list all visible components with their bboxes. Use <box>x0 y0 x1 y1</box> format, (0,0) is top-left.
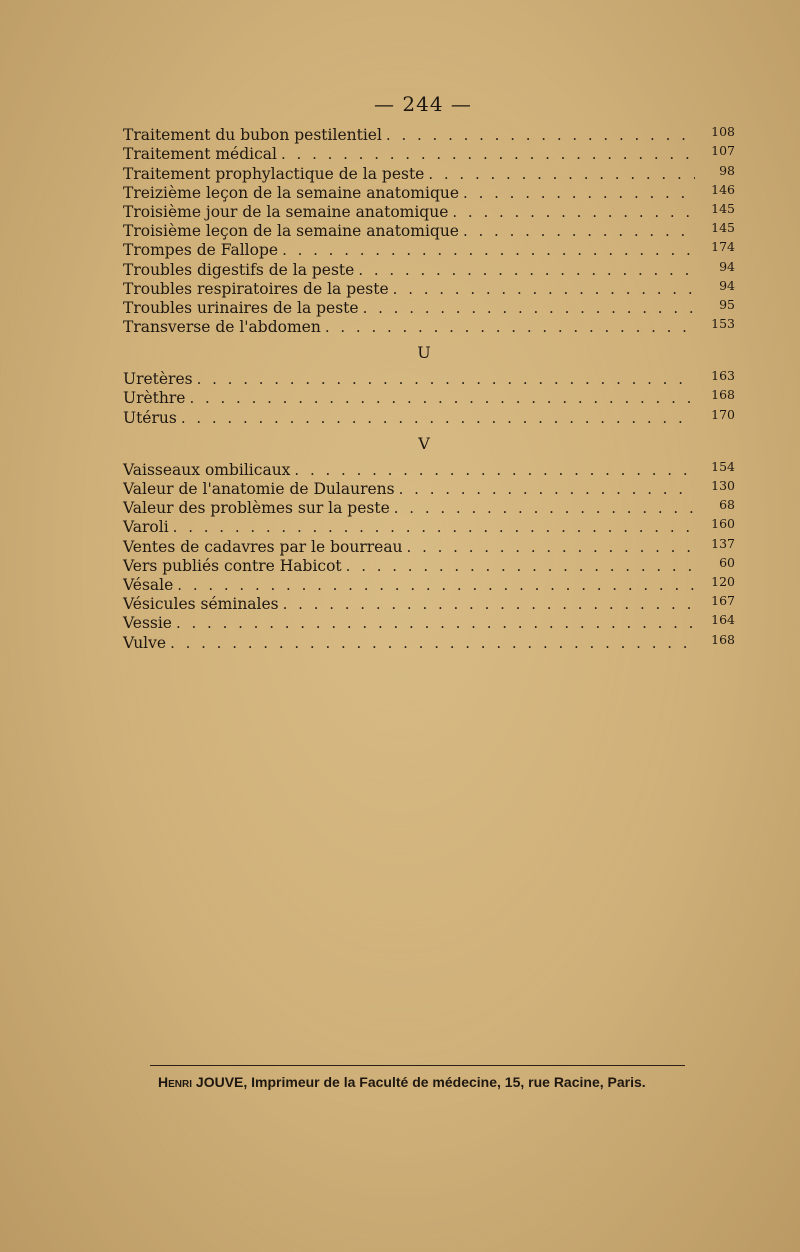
dot-leader <box>393 280 695 299</box>
printer-imprint-text: JOUVE, Imprimeur de la Faculté de médecine, 15, rue Racine, Paris. <box>195 1074 646 1090</box>
page-number: — 244 — <box>374 92 472 116</box>
index-entry <box>123 458 735 480</box>
entry-label: Utérus <box>123 408 177 427</box>
dot-leader <box>358 261 695 280</box>
dot-leader <box>346 557 695 576</box>
entry-label: Ventes de cadavres par le bourreau <box>123 537 403 556</box>
dot-leader <box>394 499 695 518</box>
entry-label: Traitement du bubon pestilentiel <box>123 126 382 145</box>
dot-leader <box>181 409 695 428</box>
index-entry <box>123 480 735 499</box>
index-entry <box>123 595 735 614</box>
entry-page-number: 174 <box>711 239 735 255</box>
entry-page-number: 68 <box>719 497 735 513</box>
dot-leader <box>386 126 695 145</box>
index-entry <box>123 573 735 595</box>
dot-leader <box>197 370 695 389</box>
dot-leader <box>463 222 695 241</box>
entry-page-number: 108 <box>711 124 735 140</box>
entry-page-number: 170 <box>711 406 735 422</box>
dot-leader <box>176 614 695 633</box>
index-entry <box>123 200 735 222</box>
printer-imprint <box>158 1074 698 1090</box>
index-entry <box>123 389 735 408</box>
section-letter: U <box>417 343 431 363</box>
entry-label: Troisième leçon de la semaine anatomique <box>123 222 459 241</box>
entry-page-number: 168 <box>711 387 735 403</box>
dot-leader <box>189 389 695 408</box>
entry-page-number: 145 <box>711 220 735 236</box>
index-entry <box>123 499 735 518</box>
index-entry <box>123 633 735 652</box>
index-entry <box>123 408 735 427</box>
dot-leader <box>428 165 695 184</box>
entry-page-number: 145 <box>711 200 735 216</box>
index-entry <box>123 537 735 556</box>
index-entry <box>123 370 735 389</box>
entry-label: Varoli <box>123 518 169 537</box>
printer-first-name: Henri <box>158 1074 193 1090</box>
entry-page-number: 94 <box>719 258 735 274</box>
entry-label: Traitement médical <box>123 145 277 164</box>
entry-label: Vésale <box>123 575 174 594</box>
entry-label: Treizième leçon de la semaine anatomique <box>123 183 460 202</box>
index-entry <box>123 318 735 337</box>
dot-leader <box>170 634 695 653</box>
entry-page-number: 168 <box>711 631 735 647</box>
entry-page-number: 146 <box>711 181 735 197</box>
dot-leader <box>407 538 695 557</box>
index-entry <box>123 260 735 279</box>
entry-label: Vulve <box>123 633 167 652</box>
dot-leader <box>294 461 695 480</box>
index-entry <box>123 145 735 164</box>
index-list <box>123 126 735 653</box>
entry-page-number: 160 <box>711 516 735 532</box>
entry-page-number: 137 <box>711 535 735 551</box>
dot-leader <box>452 203 695 222</box>
entry-label: Vésicules séminales <box>123 595 279 614</box>
index-entry <box>123 614 735 633</box>
entry-page-number: 120 <box>711 573 735 589</box>
entry-page-number: 107 <box>711 143 735 159</box>
dot-leader <box>177 576 695 595</box>
dot-leader <box>281 145 695 164</box>
entry-label: Uretères <box>123 370 193 389</box>
dot-leader <box>463 184 695 203</box>
index-entry <box>123 222 735 241</box>
entry-page-number: 95 <box>719 296 735 312</box>
dot-leader <box>325 318 695 337</box>
index-entry <box>123 241 735 260</box>
footer-rule <box>150 1065 685 1066</box>
dot-leader <box>173 518 695 537</box>
entry-label: Valeur de l'anatomie de Dulaurens <box>123 480 395 498</box>
entry-page-number: 60 <box>719 554 735 570</box>
entry-page-number: 98 <box>719 162 735 178</box>
index-entry <box>123 164 735 183</box>
entry-page-number: 94 <box>719 277 735 293</box>
entry-page-number: 163 <box>711 368 735 384</box>
entry-label: Troubles urinaires de la peste <box>123 298 359 317</box>
entry-label: Trompes de Fallope <box>123 241 279 260</box>
index-entry <box>123 554 735 576</box>
entry-page-number: 167 <box>711 593 735 609</box>
entry-page-number: 164 <box>711 612 735 628</box>
entry-label: Troubles respiratoires de la peste <box>123 279 389 298</box>
section-letter: V <box>418 433 430 453</box>
entry-label: Vers publiés contre Habicot <box>123 556 342 575</box>
dot-leader <box>363 299 695 318</box>
dot-leader <box>283 595 695 614</box>
index-entry <box>123 277 735 299</box>
entry-label: Vessie <box>123 614 172 633</box>
entry-label: Transverse de l'abdomen <box>123 318 321 337</box>
entry-page-number: 130 <box>711 478 735 493</box>
index-entry <box>123 126 735 145</box>
entry-page-number: 153 <box>711 316 735 332</box>
dot-leader <box>282 241 695 260</box>
entry-page-number: 154 <box>711 458 735 474</box>
index-entry <box>123 518 735 537</box>
entry-label: Traitement prophylactique de la peste <box>123 164 425 183</box>
entry-label: Urèthre <box>123 389 186 408</box>
dot-leader <box>399 480 695 499</box>
entry-label: Troisième jour de la semaine anatomique <box>123 202 449 221</box>
entry-label: Vaisseaux ombilicaux <box>123 460 291 479</box>
index-entry <box>123 296 735 318</box>
entry-label: Troubles digestifs de la peste <box>123 260 355 279</box>
entry-label: Valeur des problèmes sur la peste <box>123 499 390 518</box>
index-entry <box>123 181 735 203</box>
